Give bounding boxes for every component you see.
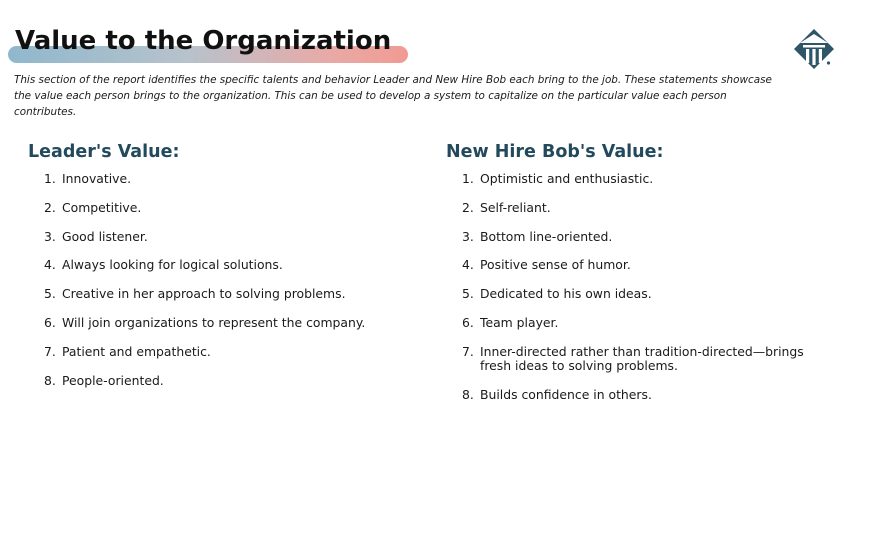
list-item	[446, 230, 826, 244]
newhire-list	[446, 172, 826, 402]
item-text: Positive sense of humor.	[480, 257, 631, 273]
item-text: Will join organizations to represent the company.	[62, 314, 366, 330]
newhire-column	[446, 141, 826, 416]
leader-list	[28, 172, 408, 388]
item-number: 8.	[462, 386, 474, 402]
item-text: Optimistic and enthusiastic.	[480, 171, 654, 186]
item-text: Dedicated to his own ideas.	[480, 286, 652, 302]
item-text: Creative in her approach to solving problems.	[62, 286, 346, 302]
item-number: 5.	[44, 286, 56, 302]
item-text: People-oriented.	[62, 372, 164, 388]
list-item	[28, 345, 408, 359]
list-item	[446, 287, 826, 301]
item-number: 4.	[44, 257, 56, 273]
item-text: Patient and empathetic.	[62, 343, 211, 359]
item-number: 3.	[44, 228, 56, 244]
item-text: Bottom line-oriented.	[480, 228, 613, 244]
item-number: 7.	[44, 343, 56, 359]
item-number: 5.	[462, 286, 474, 302]
item-number: 2.	[44, 199, 56, 215]
item-text: Good listener.	[62, 228, 148, 244]
list-item	[28, 230, 408, 244]
item-number: 4.	[462, 257, 474, 273]
leader-column	[28, 141, 408, 402]
list-item	[446, 388, 826, 402]
list-item	[446, 345, 826, 373]
list-item	[28, 172, 408, 186]
intro-paragraph: This section of the report identifies the specific talents and behavior Leader and New Hire Bob each bring to the job. These statements showcase the value each person brings to the organization. This can be used to develop a system to capitalize on the particular value each person contributes.	[14, 74, 772, 118]
item-text: Builds confidence in others.	[480, 386, 652, 402]
building-columns-icon	[793, 28, 835, 70]
page-title: Value to the Organization	[15, 26, 392, 56]
item-number: 2.	[462, 199, 474, 215]
item-number: 8.	[44, 372, 56, 388]
list-item	[28, 258, 408, 272]
list-item	[28, 374, 408, 388]
title-block	[8, 24, 408, 64]
item-number: 1.	[462, 171, 474, 186]
item-number: 6.	[44, 314, 56, 330]
leader-heading: Leader's Value:	[28, 142, 180, 162]
item-text: Self-reliant.	[480, 199, 551, 215]
newhire-heading: New Hire Bob's Value:	[446, 142, 664, 162]
item-number: 3.	[462, 228, 474, 244]
list-item	[446, 316, 826, 330]
item-number: 1.	[44, 171, 56, 186]
item-text: Always looking for logical solutions.	[62, 257, 283, 273]
item-number: 7.	[462, 343, 474, 359]
item-number: 6.	[462, 314, 474, 330]
list-item	[28, 316, 408, 330]
item-text: Inner-directed rather than tradition-directed—brings fresh ideas to solving problems.	[480, 343, 804, 373]
list-item	[446, 172, 826, 186]
item-text: Team player.	[480, 314, 559, 330]
list-item	[446, 201, 826, 215]
list-item	[28, 201, 408, 215]
list-item	[446, 258, 826, 272]
item-text: Competitive.	[62, 199, 142, 215]
list-item	[28, 287, 408, 301]
item-text: Innovative.	[62, 171, 132, 186]
